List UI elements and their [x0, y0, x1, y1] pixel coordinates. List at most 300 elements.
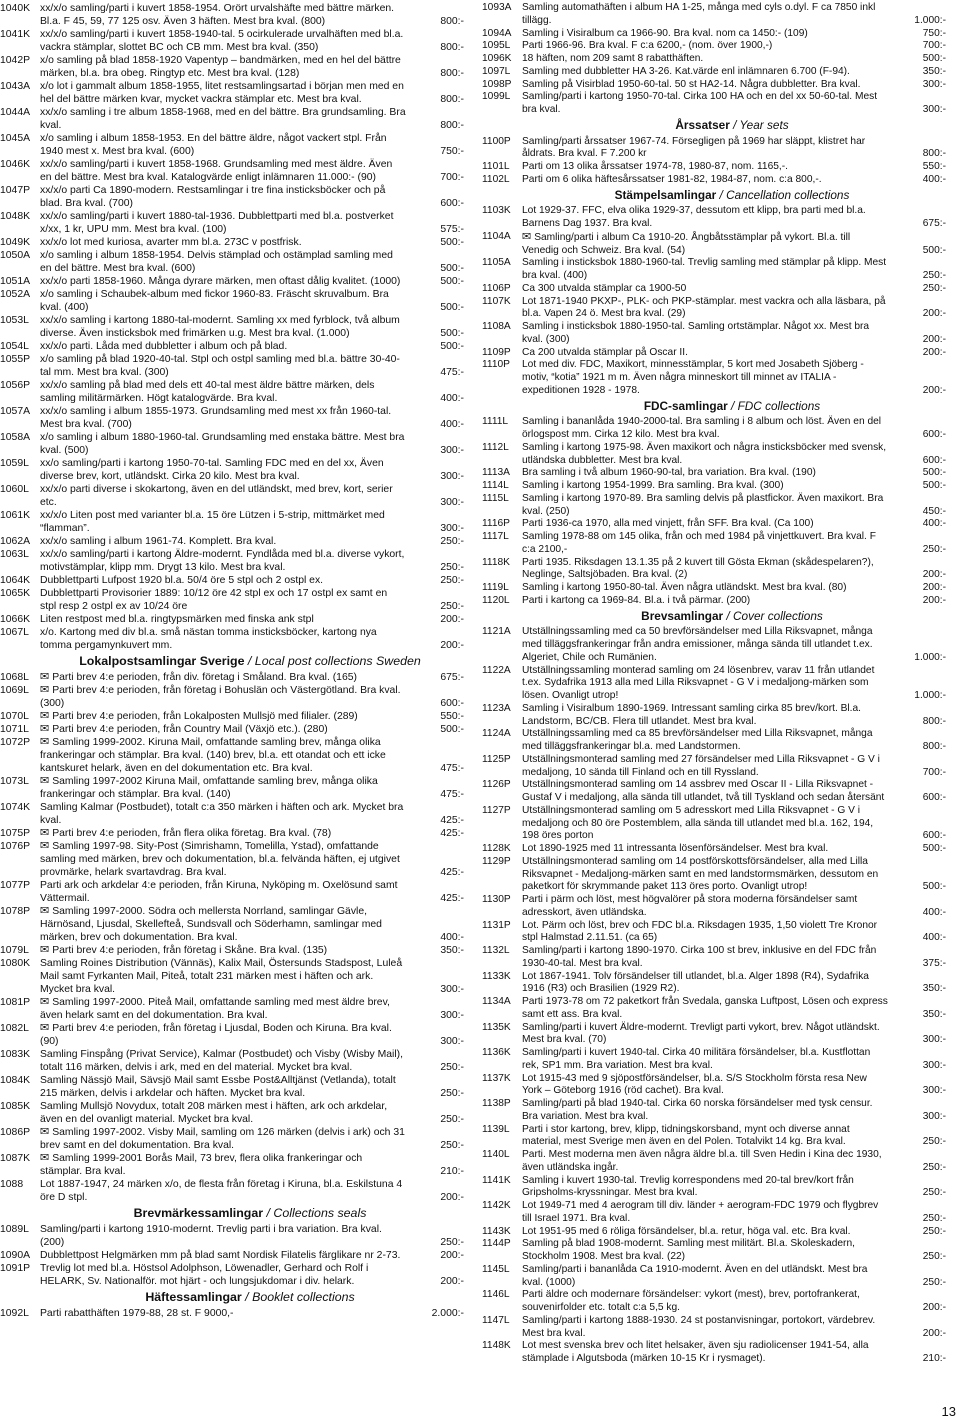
lot-price: 600:- — [922, 429, 946, 440]
lot-description — [522, 1264, 888, 1290]
lot-entry — [0, 827, 464, 840]
lot-text: Lot mest svenska brev och litet helsaker, även sju radiolicenser 1941-54, alla stämplade i Algutsboda (märken 10-15 Kr i rysmaget). — [522, 1340, 869, 1364]
lot-price: 350:- — [440, 945, 464, 956]
lot-text: xx/x/o samling på blad med dels ett 40-tal mest äldre bättre märken, dels samling militärmärken. Högt katalogvärde. Bra kval. — [40, 380, 375, 404]
lot-description — [40, 132, 406, 158]
lot-text: Parti brev 4:e perioden, från företag i Bohuslän och Västergötland. Bra kval. (300) — [40, 685, 401, 709]
lot-price: 475:- — [440, 763, 464, 774]
lot-price: 250:- — [922, 1212, 946, 1224]
lot-number: 1078P — [0, 906, 31, 917]
lot-text: Liten restpost med bl.a. ringtypsmärken med finska ank stpl — [40, 614, 314, 625]
lot-text: Samling/parti i kuvert Äldre-modernt. Trevligt parti vykort, brev. Något utländskt. Mest bra kval. (70) — [522, 1021, 880, 1046]
lot-number: 1143K — [482, 1225, 511, 1237]
lot-price: 400:- — [922, 518, 946, 530]
lot-entry — [482, 161, 946, 174]
section-heading: Häftessamlingar / Booklet collections — [145, 1290, 355, 1304]
lot-entry — [482, 205, 946, 231]
lot-entry — [0, 1048, 464, 1074]
lot-price: 600:- — [440, 198, 464, 209]
lot-number: 1139L — [482, 1123, 510, 1135]
lot-price: 500:- — [922, 480, 946, 491]
lot-text: Parti brev 4:e perioden, från div. företag i Småland. Bra kval. (165) — [52, 672, 357, 683]
lot-description — [40, 535, 406, 548]
lot-number: 1071L — [0, 724, 29, 735]
lot-number: 1052A — [0, 289, 31, 300]
lot-text: Samling 1997-2002 Kiruna Mail, omfattande samling brev, många olika frankeringar och stämplar. Bra kval. (140) — [40, 776, 378, 800]
lot-description — [522, 1289, 888, 1315]
lot-description — [522, 40, 888, 53]
lot-description — [40, 106, 406, 132]
lot-text: Lot 1890-1925 med 11 intressanta lösenförsändelser. Mest bra kval. — [522, 843, 829, 854]
lot-text: xx/x/o samling i kartong 1880-tal-modernt. Samling xx med fyrblock, två album diverse. Även insticksbok med frimärken u.g. Mest bra kval. (1.000) — [40, 315, 400, 339]
lot-text: Parti 1935. Riksdagen 13.1.35 på 2 kuvert till Gösta Ekman (skådespelaren?), Neglinge, Saltsjöbaden. Bra kval. (2) — [522, 556, 874, 581]
lot-description — [40, 288, 406, 314]
lot-number: 1125P — [482, 753, 511, 765]
lot-number: 1077P — [0, 880, 31, 891]
lot-text: Samling Mullsjö Novydux, totalt 208 märken mest i häften, ark och arkdelar, även en del ovanligt material. Mycket bra kval. — [40, 1101, 388, 1125]
lot-entry — [482, 1047, 946, 1073]
lot-text: xx/x/o samling i tre album 1858-1968, med en del bättre. Bra grundsamling. Bra kval. — [40, 107, 406, 131]
lot-number: 1062A — [0, 536, 31, 547]
lot-text: Utställningsmonterad samling med 27 försändelser med Lilla Riksvapnet - G V i medaljong, 10 sända till Finland och en till Ryssland. — [522, 753, 880, 778]
lot-entry — [0, 905, 464, 944]
lot-text: Samling i kuvert 1930-tal. Trevlig korrespondens med 20-tal brev/kort från Gripsholms-kryssningar. Mest bra kval. — [522, 1174, 854, 1199]
lot-description — [40, 379, 406, 405]
envelope-icon: ✉ — [40, 1022, 50, 1034]
lot-number: 1128K — [482, 843, 511, 854]
lot-description — [522, 531, 888, 557]
lot-text: Samling i insticksbok 1880-1960-tal. Trevlig samling med stämplar på klipp. Mest bra kval. (400) — [522, 257, 887, 281]
lot-text: Utställningsmonterad samling om 14 postförskottsförsändelser, alla med Lilla Riksvapnet - Medaljong-märken samt en med landstormsmärken, dessutom en paketkort för skrymmande paket 113 öres porto. Ovanligt utrop! — [522, 855, 879, 893]
lot-number: 1040K — [0, 3, 31, 14]
lot-entry — [0, 736, 464, 775]
lot-entry — [482, 945, 946, 971]
lot-text: Parti brev 4:e perioden, från företag i Ljusdal, Boden och Kiruna. Bra kval. (90) — [40, 1023, 392, 1047]
lot-number: 1048K — [0, 211, 31, 222]
lot-text: Samling i kartong 1975-98. Även maxikort och några insticksböcker med svensk, utländska dubbletter. Mest bra kval. — [522, 441, 887, 466]
lot-text: Samling 1999-2001 Borås Mail, 73 brev, flera olika frankeringar och stämplar. Bra kval. — [40, 1153, 363, 1177]
lot-text: Trevlig lot med bl.a. Höstsol Adolphson, Löwenadler, Gerhard och Rolf i HELARK, Sv. Nationalför. mot hjärt - och lungsjukdomar i div. helark. — [40, 1263, 369, 1287]
lot-text: Samling Finspång (Privat Service), Kalmar (Postbudet) och Visby (Wisby Mail), totalt 116 märken, delvis i ark, med en del material. Mycket bra kval. — [40, 1049, 404, 1073]
lot-text: Samling/parti i kartong 1890-1970. Cirka 100 st brev, inklusive en del FDC från 1930-40-tal. Mest bra kval. — [522, 945, 877, 969]
lot-number: 1130P — [482, 894, 511, 905]
lot-entry — [482, 359, 946, 397]
lot-price: 700:- — [922, 766, 946, 778]
lot-description — [522, 2, 888, 28]
lot-description — [522, 1238, 888, 1264]
lot-entry — [0, 944, 464, 957]
lot-number: 1103K — [482, 205, 511, 217]
lot-price: 250:- — [922, 543, 946, 555]
lot-number: 1141K — [482, 1174, 511, 1186]
lot-description — [522, 557, 888, 583]
lot-description — [522, 321, 888, 347]
section-heading: Lokalpostsamlingar Sverige / Local post collections Sweden — [79, 654, 421, 668]
lot-number: 1117L — [482, 531, 509, 542]
lot-text: x/o samling i album 1858-1954. Delvis stämplad och ostämplad samling med en del bättre. Mest bra kval. (600) — [40, 250, 393, 274]
lot-number: 1088 — [0, 1179, 24, 1190]
lot-price: 800:- — [922, 741, 946, 752]
lot-price: 250:- — [440, 1062, 464, 1073]
lot-price: 200:- — [440, 614, 464, 625]
lot-entry — [0, 535, 464, 548]
lot-price: 500:- — [922, 843, 946, 854]
lot-number: 1053L — [0, 315, 29, 326]
lot-text: xx/x/o samling/parti i kuvert 1858-1954. Orört urvalshäfte med bättre märken. Bl.a. F 45, 59, 77 125 osv. Även 3 häften. Mest bra kval. (800) — [40, 3, 395, 27]
lot-number: 1066K — [0, 614, 31, 625]
lot-entry — [482, 1175, 946, 1201]
lot-text: Lot 1929-37. FFC, elva olika 1929-37, dessutom ett klipp, bra parti med bl.a. Barnens Dag 1937. Bra kval. — [522, 205, 866, 229]
lot-price: 250:- — [440, 1114, 464, 1125]
lot-number: 1104A — [482, 230, 511, 242]
lot-description — [522, 1340, 888, 1366]
lot-number: 1147L — [482, 1314, 510, 1326]
lot-description — [522, 754, 888, 780]
lot-entry — [0, 1178, 464, 1204]
lot-number: 1050A — [0, 250, 31, 261]
left-column — [0, 2, 464, 1320]
lot-number: 1090A — [0, 1250, 31, 1261]
lot-entry — [0, 275, 464, 288]
lot-description — [40, 431, 406, 457]
lot-description — [40, 671, 406, 684]
lot-description — [40, 249, 406, 275]
lot-description — [40, 957, 406, 996]
lot-text: Samling 1997-2000. Piteå Mail, omfattande samling med mest äldre brev, även helark samt en del dokumentation. Bra kval. — [40, 997, 390, 1021]
section-heading-en: Year sets — [739, 117, 789, 132]
section-heading-en: Local post collections Sweden — [254, 654, 421, 668]
lot-description — [522, 257, 888, 283]
lot-entry — [0, 1223, 464, 1249]
lot-price: 500:- — [440, 237, 464, 248]
lot-number: 1146L — [482, 1289, 510, 1301]
lot-entry — [482, 531, 946, 557]
lot-price: 400:- — [922, 932, 946, 944]
lot-entry — [0, 210, 464, 236]
lot-text: Samling automathäften i album HA 1-25, många med cyls o.dyl. F ca 7850 inkl tillägg. — [522, 2, 876, 26]
lot-entry — [0, 457, 464, 483]
envelope-icon: ✉ — [40, 775, 50, 787]
lot-number: 1107K — [482, 295, 511, 307]
lot-description — [40, 1022, 406, 1048]
lot-number: 1086P — [0, 1127, 31, 1138]
lot-number: 1047P — [0, 185, 31, 196]
lot-price: 250:- — [440, 1088, 464, 1099]
lot-entry — [0, 236, 464, 249]
lot-price: 300:- — [440, 984, 464, 995]
lot-number: 1085K — [0, 1101, 31, 1112]
envelope-icon: ✉ — [40, 840, 50, 852]
lot-number: 1067L — [0, 627, 29, 638]
lot-price: 2.000:- — [431, 1308, 464, 1319]
lot-number: 1057A — [0, 406, 31, 417]
lot-number: 1087K — [0, 1153, 31, 1164]
lot-entry — [0, 671, 464, 684]
lot-price: 250:- — [440, 1140, 464, 1151]
lot-number: 1148K — [482, 1340, 511, 1352]
lot-description — [522, 595, 888, 608]
lot-entry — [0, 509, 464, 535]
lot-number: 1121A — [482, 626, 511, 638]
lot-price: 300:- — [440, 1010, 464, 1021]
lot-price: 475:- — [440, 367, 464, 378]
lot-text: xx/x/o samling i album 1855-1973. Grundsamling med mest xx från 1960-tal. Mest bra kval. (700) — [40, 406, 392, 430]
lot-description — [40, 1262, 406, 1288]
lot-text: Parti. Mest moderna men även några äldre bl.a. till Sven Hedin i Kina dec 1930, även utländska ingår. — [522, 1149, 882, 1173]
lot-description — [40, 613, 406, 626]
lot-description — [522, 1022, 888, 1048]
lot-price: 200:- — [922, 594, 946, 606]
lot-description — [40, 574, 406, 587]
lot-entry — [0, 132, 464, 158]
lot-text: Lot 1951-95 med 6 röliga försändelser, bl.a. retur, höga val. etc. Bra kval. — [522, 1225, 851, 1237]
lot-text: Parti om 13 olika årssatser 1974-78, 1980-87, nom. 1165,-. — [522, 161, 788, 172]
lot-text: x/o samling i album 1858-1953. En del bättre äldre, något vackert stpl. Från 1940 mest x. Mest bra kval. (600) — [40, 133, 387, 157]
lot-number: 1115L — [482, 492, 509, 504]
lot-entry — [482, 920, 946, 946]
lot-text: Dubblettpost Helgmärken mm på blad samt Nordisk Filatelis färglikare nr 2-73. — [40, 1250, 401, 1261]
lot-entry — [0, 723, 464, 736]
lot-price: 210:- — [922, 1353, 946, 1364]
lot-description — [40, 1048, 406, 1074]
lot-price: 200:- — [922, 1302, 946, 1313]
lot-description — [522, 920, 888, 946]
lot-number: 1074K — [0, 802, 31, 813]
lot-number: 1082L — [0, 1023, 29, 1034]
lot-number: 1137K — [482, 1072, 511, 1084]
lot-number: 1046K — [0, 159, 31, 170]
section-heading-en: Cover collections — [732, 608, 823, 623]
lot-entry — [482, 28, 946, 41]
lot-text: Samling i kartong 1950-80-tal. Även några utländskt. Mest bra kval. (80) — [522, 582, 847, 593]
section-heading: Brevmärkessamlingar / Collections seals — [133, 1206, 367, 1220]
lot-description — [522, 136, 888, 162]
lot-price: 250:- — [922, 1225, 946, 1237]
lot-description — [522, 416, 888, 442]
lot-entry — [482, 1264, 946, 1290]
lot-description — [40, 684, 406, 710]
lot-entry — [0, 626, 464, 652]
lot-description — [40, 1152, 406, 1178]
lot-number: 1044A — [0, 107, 31, 118]
lot-entry — [482, 53, 946, 66]
lot-price: 400:- — [922, 906, 946, 918]
lot-description — [40, 1249, 406, 1262]
lot-text: Samling i bananlåda 1940-2000-tal. Bra samling i 8 album och löst. Även en del örlogspost mm. Cirka 12 kilo. Mest bra kval. — [522, 416, 882, 440]
lot-number: 1054L — [0, 341, 29, 352]
lot-price: 500:- — [440, 341, 464, 352]
lot-price: 250:- — [440, 1237, 464, 1248]
lot-text: Samling/parti i kartong 1950-70-tal. Cirka 100 HA och en del xx 50-60-tal. Mest bra kval. — [522, 91, 878, 115]
lot-number: 1096K — [482, 53, 512, 64]
lot-price: 300:- — [922, 1059, 946, 1071]
lot-entry — [0, 710, 464, 723]
lot-price: 375:- — [922, 957, 946, 969]
lot-number: 1041K — [0, 29, 31, 40]
lot-entry — [0, 996, 464, 1022]
lot-entry — [482, 856, 946, 894]
lot-price: 475:- — [440, 789, 464, 800]
envelope-icon: ✉ — [40, 827, 50, 839]
lot-entry — [0, 1307, 464, 1320]
lot-entry — [482, 231, 946, 258]
lot-price: 400:- — [440, 419, 464, 430]
lot-number: 1060L — [0, 484, 29, 495]
lot-price: 300:- — [922, 78, 946, 90]
lot-text: x/o samling i Schaubek-album med fickor 1960-83. Fräscht skruvalbum. Bra kval. (400) — [40, 289, 389, 313]
lot-text: x/o lot i gammalt album 1858-1955, litet restsamlingsartad i början men med en hel del bättre märken kvar, mycket vackra stämplar etc. Mest bra kval. — [40, 81, 404, 105]
lot-number: 1073L — [0, 776, 29, 787]
lot-price: 200:- — [922, 1327, 946, 1339]
lot-text: xx/x/o samling/parti i kartong Äldre-modernt. Fyndlåda med bl.a. diverse vykort, motivstämplar, klipp mm. Drygt 13 kilo. Mest bra kval. — [40, 549, 405, 573]
lot-text: Samling/parti i album Ca 1910-20. Ångbåtsstämplar på vykort. Bl.a. till Venedig och Schweiz. Bra kval. (54) — [522, 231, 851, 256]
lot-entry — [0, 483, 464, 509]
lot-text: Parti 1966-96. Bra kval. F c:a 6200,- (nom. över 1900,-) — [522, 40, 773, 52]
lot-description — [40, 905, 406, 944]
lot-entry — [0, 249, 464, 275]
lot-number: 1134A — [482, 996, 511, 1007]
right-column — [482, 2, 946, 1366]
lot-entry — [482, 467, 946, 480]
lot-description — [40, 483, 406, 509]
lot-entry — [0, 80, 464, 106]
lot-entry — [0, 431, 464, 457]
lot-text: Samling/parti i bananlåda Ca 1910-modernt. Även en del utländskt. Mest bra kval. (1000) — [522, 1263, 868, 1288]
lot-text: Dubblettparti Provisorier 1889: 10/12 öre 42 stpl ex och 17 ostpl ex samt en stpl resp 2 ostpl ex av 10/24 öre — [40, 588, 388, 612]
lot-price: 350:- — [922, 983, 946, 995]
lot-entry — [0, 879, 464, 905]
lot-description — [522, 231, 888, 258]
lot-description — [522, 359, 888, 397]
lot-description — [40, 184, 406, 210]
lot-price: 1.000:- — [914, 690, 946, 701]
lot-entry — [482, 805, 946, 843]
lot-price: 200:- — [440, 1276, 464, 1287]
lot-number: 1136K — [482, 1047, 511, 1058]
lot-price: 800:- — [440, 120, 464, 131]
lot-description — [40, 1307, 406, 1320]
lot-description — [40, 314, 406, 340]
lot-description — [40, 723, 406, 736]
lot-entry — [482, 347, 946, 360]
lot-text: Utställningssamling med ca 85 brevförsändelser med Lilla Riksvapnet, många med tilläggsfrankeringar bl.a. med Landstormen. — [522, 728, 873, 752]
lot-entry — [0, 28, 464, 54]
lot-text: Samling Roines Distribution (Vännäs), Kalix Mail, Östersunds Stadspost, Luleå Mail samt Fyrkanten Mail, Piteå, totalt 231 märken mest i häften och ark. Mycket bra kval. — [40, 958, 403, 995]
lot-price: 750:- — [922, 27, 946, 39]
lot-entry — [0, 684, 464, 710]
section-heading-sv: Lokalpostsamlingar Sverige — [79, 654, 245, 668]
lot-number: 1135K — [482, 1021, 511, 1033]
lot-entry — [482, 296, 946, 322]
lot-entry — [482, 283, 946, 296]
lot-text: x/o samling på blad 1858-1920 Vapentyp – bandmärken, med en hel del bättre märken, bl.a. bra obeg. Ringtyp etc. Mest bra kval. (128) — [40, 55, 401, 79]
section-heading-en: Collections seals — [273, 1206, 367, 1220]
lot-description — [522, 79, 888, 92]
lot-number: 1089L — [0, 1224, 29, 1235]
lot-description — [522, 347, 888, 360]
lot-description — [522, 161, 888, 174]
lot-description — [40, 840, 406, 879]
lot-price: 350:- — [922, 1008, 946, 1020]
lot-text: Samling i Visiralbum 1890-1969. Intressant samling cirka 85 brev/kort. Bl.a. Landstorm, BC/CB. Flera till utlandet. Mest bra kval. — [522, 702, 861, 727]
lot-entry — [0, 184, 464, 210]
lot-entry — [482, 1149, 946, 1175]
lot-price: 550:- — [440, 711, 464, 722]
lot-price: 250:- — [922, 1136, 946, 1148]
lot-description — [40, 996, 406, 1022]
lot-description — [40, 587, 406, 613]
lot-text: Lot med div. FDC, Maxikort, minnesstämplar, 5 kort med Josabeth Sjöberg - motiv, “kotia” 1921 m m. Även några minneskort till minnet av ITALIA - expeditionen 1928 - 1978. — [522, 359, 864, 396]
envelope-icon: ✉ — [40, 944, 50, 956]
lot-text: x/o samling i album 1880-1960-tal. Grundsamling med enstaka bättre. Mest bra kval. (500) — [40, 432, 405, 456]
lot-price: 250:- — [922, 1251, 946, 1262]
lot-text: Parti om 6 olika häftesårssatser 1981-82, 1984-87, nom. c:a 800,-. — [522, 173, 822, 185]
lot-text: xx/x/o samling/parti i kuvert 1880-tal-1936. Dubblettparti med bl.a. postverket x/xx, 1 kr, UPU mm. Mest bra kval. (100) — [40, 211, 394, 235]
lot-description — [522, 805, 888, 843]
lot-entry — [482, 518, 946, 531]
lot-number: 1144P — [482, 1238, 511, 1250]
lot-number: 1072P — [0, 737, 31, 748]
lot-entry — [0, 587, 464, 613]
lot-description — [522, 1226, 888, 1239]
envelope-icon: ✉ — [40, 736, 50, 748]
lot-price: 800:- — [440, 94, 464, 105]
lot-price: 500:- — [922, 467, 946, 479]
lot-price: 575:- — [440, 224, 464, 235]
lot-text: Samling/parti årssatser 1967-74. Försegligen på 1969 har släppt, klistret har åldrats. Bra kval. F 7.200 kr — [522, 135, 866, 160]
lot-number: 1068L — [0, 672, 29, 683]
lot-number: 1140L — [482, 1149, 510, 1160]
lot-price: 250:- — [440, 536, 464, 547]
lot-price: 200:- — [922, 384, 946, 396]
section-heading-sv: Brevsamlingar — [641, 608, 724, 623]
lot-entry — [482, 996, 946, 1022]
envelope-icon: ✉ — [40, 723, 50, 735]
lot-number: 1116P — [482, 518, 510, 530]
lot-description — [522, 467, 888, 480]
lot-text: xx/x/o samling/parti i kuvert 1858-1940-tal. 5 ocirkulerade urvalhäften med bl.a. vackra stämplar, slottet BC och CB mm. Mest bra kval. (350) — [40, 29, 404, 53]
lot-text: Samling 1997-98. Sity-Post (Simrishamn, Tomelilla, Ystad), omfattande samling med märken, brev och dokumentation, bl.a. felvända häften, ej utgivet provmärke, helark svartavdrag. Bra kval. — [40, 841, 400, 878]
lot-text: Utställningssamling med ca 50 brevförsändelser med Lilla Riksvapnet, många med tilläggsfrankeringar från andra emissioner, många sända till utlandet t.ex. Algeriet, Chile och Rumänien. — [522, 626, 873, 663]
lot-entry — [0, 775, 464, 801]
lot-text: Bra samling i två album 1960-90-tal, bra variation. Bra kval. (190) — [522, 467, 816, 479]
lot-price: 200:- — [440, 640, 464, 651]
lot-entry — [482, 416, 946, 442]
lot-number: 1058A — [0, 432, 31, 443]
lot-entry — [0, 405, 464, 431]
lot-text: xx/x/o parti 1858-1960. Många dyrare märken, men oftast dålig kvalitet. (1000) — [40, 276, 401, 287]
lot-price: 250:- — [922, 1187, 946, 1199]
lot-text: Samling med dubbletter HA 3-26. Kat.värde enl inlämnaren 6.700 (F-94). — [522, 65, 850, 77]
lot-number: 1108A — [482, 321, 511, 332]
lot-price: 200:- — [922, 569, 946, 581]
lot-description — [40, 54, 406, 80]
lot-price: 400:- — [922, 173, 946, 185]
lot-description — [40, 457, 406, 483]
section-heading: FDC-samlingar / FDC collections — [643, 398, 821, 413]
lot-text: xx/x/o parti diverse i skokartong, även en del utländskt, med brev, kort, serier etc. — [40, 484, 393, 508]
lot-number: 1092L — [0, 1308, 29, 1319]
section-heading: Brevsamlingar / Cover collections — [641, 608, 823, 623]
lot-entry — [482, 1226, 946, 1239]
lot-entry — [482, 843, 946, 856]
lot-number: 1145L — [482, 1263, 510, 1275]
lot-price: 300:- — [440, 1036, 464, 1047]
lot-number: 1126P — [482, 779, 511, 791]
lot-description — [522, 703, 888, 729]
section-heading-en: Booklet collections — [252, 1290, 355, 1304]
lot-description — [40, 28, 406, 54]
